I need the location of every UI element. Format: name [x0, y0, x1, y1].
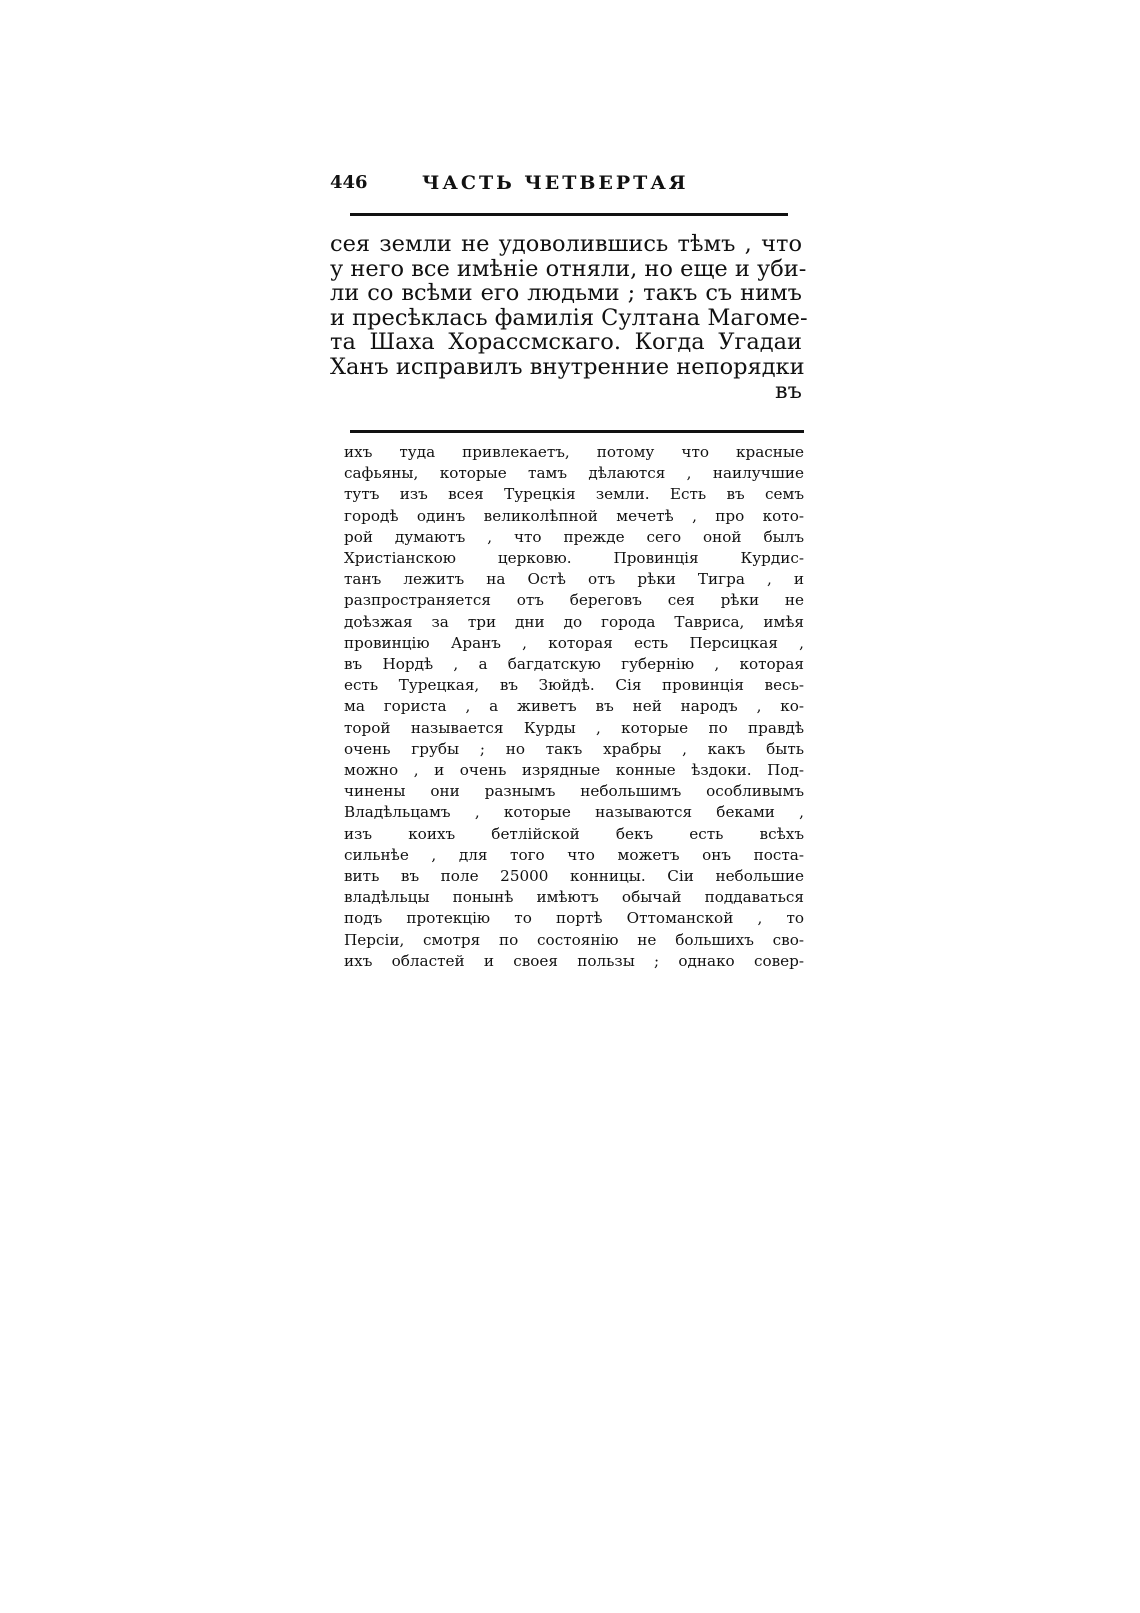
footnote-line: доѣзжая за три дни до города Тавриса, имѣя — [344, 612, 804, 631]
running-title: ЧАСТЬ ЧЕТВЕРТАЯ — [422, 172, 689, 194]
footnote-line: Христiанскою церковю. Провинцiя Курдис- — [344, 549, 804, 568]
main-text-line: та Шаха Хорассмскаго. Когда Угадаи — [330, 329, 802, 355]
main-text-line: Ханъ исправилъ внутренние непорядки — [330, 353, 805, 380]
footnote-line: есть Турецкая, въ Зюйдѣ. Сiя провинцiя весь- — [344, 676, 804, 695]
footnote-line: чинены они разнымъ небольшимъ особливымъ — [344, 782, 804, 801]
footnote-line: провинцiю Аранъ , которая есть Персицкая , — [344, 633, 804, 652]
footnote-line: очень грубы ; но такъ храбры , какъ быть — [344, 739, 804, 758]
header-rule — [350, 213, 788, 216]
footnote-rule — [350, 430, 804, 433]
catchword: въ — [775, 378, 802, 404]
footnote-line: танъ лежитъ на Остѣ отъ рѣки Тигра , и — [344, 570, 804, 589]
footnote-line: вить въ поле 25000 конницы. Сiи небольшие — [344, 867, 804, 886]
page-header — [330, 170, 810, 202]
footnote-line: Владѣльцамъ , которые называются беками , — [344, 803, 804, 822]
footnote-text — [344, 442, 804, 972]
footnote-line: подъ протекцiю то портѣ Оттоманской , то — [344, 909, 804, 928]
page-number: 446 — [330, 172, 368, 193]
main-text-line: у него все имѣнiе отняли, но еще и уби- — [330, 255, 807, 282]
footnote-line: разпространяется отъ береговъ сея рѣки не — [344, 591, 804, 610]
footnote-line: сильнѣе , для того что можетъ онъ поста- — [344, 845, 804, 864]
footnote-line: изъ коихъ бетлiйской бекъ есть всѣхъ — [344, 824, 804, 843]
main-text — [330, 231, 808, 404]
footnote-line: Персiи, смотря по состоянiю не большихъ сво- — [344, 930, 804, 949]
footnote-line: рой думаютъ , что прежде сего оной былъ — [344, 527, 804, 546]
main-text-line: и пресѣклась фамилiя Султана Магоме- — [330, 304, 808, 331]
footnote-line: торой называется Курды , которые по правдѣ — [344, 718, 804, 737]
footnote-line: тутъ изъ всея Турецкiя земли. Есть въ семъ — [344, 485, 804, 504]
footnote-line: ихъ туда привлекаетъ, потому что красные — [344, 443, 804, 461]
main-text-line: ли со всѣми его людьми ; такъ съ нимъ — [330, 280, 802, 306]
footnote-line: можно , и очень изрядные конные ѣздоки. Под- — [344, 761, 804, 780]
footnote-line: владѣльцы понынѣ имѣютъ обычай поддаваться — [344, 888, 804, 907]
footnote-line: городѣ одинъ великолѣпной мечетѣ , про кото- — [344, 506, 804, 525]
footnote-line: въ Нордѣ , а багдатскую губернiю , которая — [344, 655, 804, 674]
main-text-line: сея земли не удоволившись тѣмъ , что — [330, 231, 802, 257]
footnote-line: ма гориста , а живетъ въ ней народъ , ко- — [344, 697, 804, 716]
footnote-line: сафьяны, которые тамъ дѣлаются , наилучшие — [344, 464, 804, 483]
footnote-line: ихъ областей и своея пользы ; однако совер- — [344, 951, 804, 970]
